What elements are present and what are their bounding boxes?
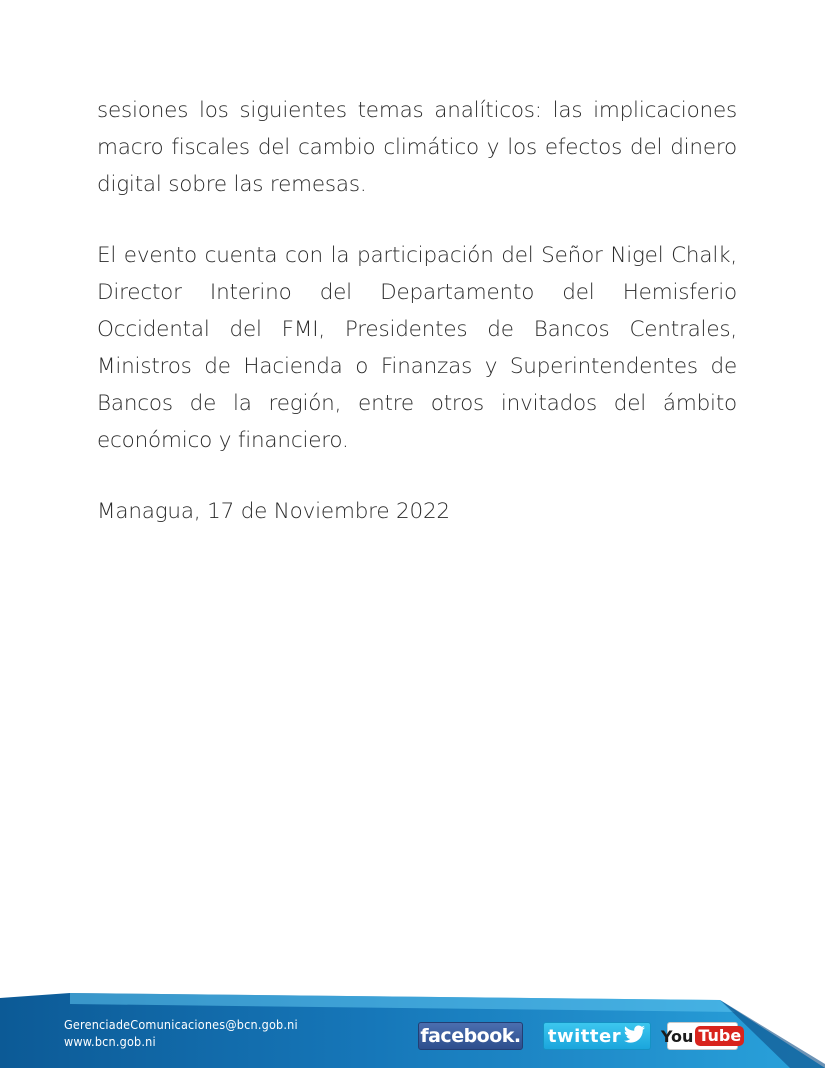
facebook-label: facebook. [420, 1025, 521, 1047]
website-link[interactable]: www.bcn.gob.ni [64, 1034, 156, 1049]
paragraph-topics: sesiones los siguientes temas analíticos: las implicaciones macro fiscales del cambio climático y los efectos del dinero digital sobre las remesas. [97, 98, 737, 197]
facebook-button[interactable] [418, 1022, 523, 1050]
footer-contact [64, 1016, 298, 1050]
twitter-label: twitter [547, 1025, 622, 1047]
date-line: Managua, 17 de Noviembre 2022 [97, 499, 450, 524]
twitter-button[interactable] [543, 1022, 651, 1050]
youtube-label-tube: Tube [695, 1026, 744, 1046]
email-link[interactable]: GerenciadeComunicaciones@bcn.gob.ni [64, 1017, 298, 1032]
youtube-button[interactable] [660, 1022, 742, 1050]
twitter-bird-icon [624, 1025, 646, 1048]
youtube-label-you: You [660, 1026, 694, 1046]
paragraph-participants: El evento cuenta con la participación del Señor Nigel Chalk, Director Interino del Departamento del Hemisferio Occidental del FMI, Presidentes de Bancos Centrales, Ministros de Hacienda o Finanzas y Superintendentes de Bancos de la región, entre otros invitados del ámbito económico y financiero. [97, 243, 737, 453]
document-body [97, 92, 737, 564]
